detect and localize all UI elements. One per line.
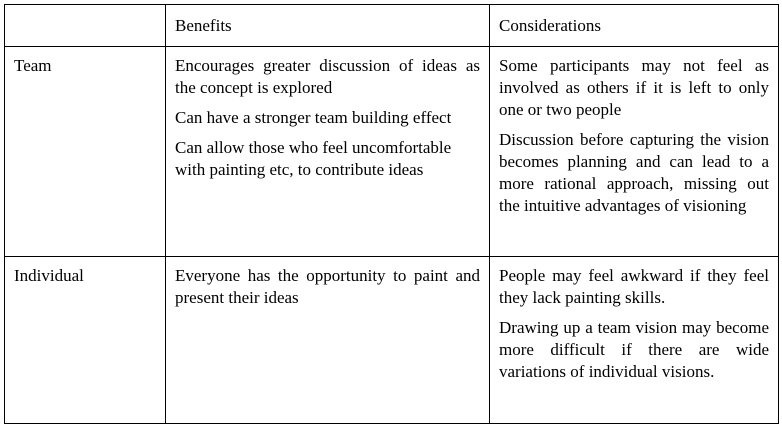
team-consideration-2: Discussion before capturing the vision becomes planning and can lead to a more rational approach, missing out the intuitive advantages of visioning	[499, 130, 769, 215]
team-consideration-1: Some participants may not feel as involved as others if it is left to only one or two people	[499, 56, 769, 119]
header-benefits: Benefits	[166, 5, 490, 47]
table-row-individual	[5, 257, 779, 424]
team-considerations-cell	[490, 47, 779, 257]
team-benefit-2: Can have a stronger team building effect	[175, 108, 452, 127]
team-benefit-1: Encourages greater discussion of ideas as the concept is explored	[175, 56, 480, 97]
individual-benefit-1: Everyone has the opportunity to paint and present their ideas	[175, 266, 480, 307]
team-benefit-3: Can allow those who feel uncomfortable with painting etc, to contribute ideas	[175, 138, 452, 179]
header-row	[5, 5, 779, 47]
individual-consideration-2: Drawing up a team vision may become more difficult if there are wide variations of individual visions.	[499, 318, 769, 381]
row-label-team: Team	[5, 47, 166, 257]
team-benefits-cell	[166, 47, 490, 257]
row-label-individual: Individual	[5, 257, 166, 424]
header-considerations: Considerations	[490, 5, 779, 47]
individual-considerations-cell	[490, 257, 779, 424]
header-empty-cell	[5, 5, 166, 47]
comparison-table	[4, 4, 779, 424]
table-row-team	[5, 47, 779, 257]
individual-consideration-1: People may feel awkward if they feel they lack painting skills.	[499, 266, 769, 307]
individual-benefits-cell	[166, 257, 490, 424]
